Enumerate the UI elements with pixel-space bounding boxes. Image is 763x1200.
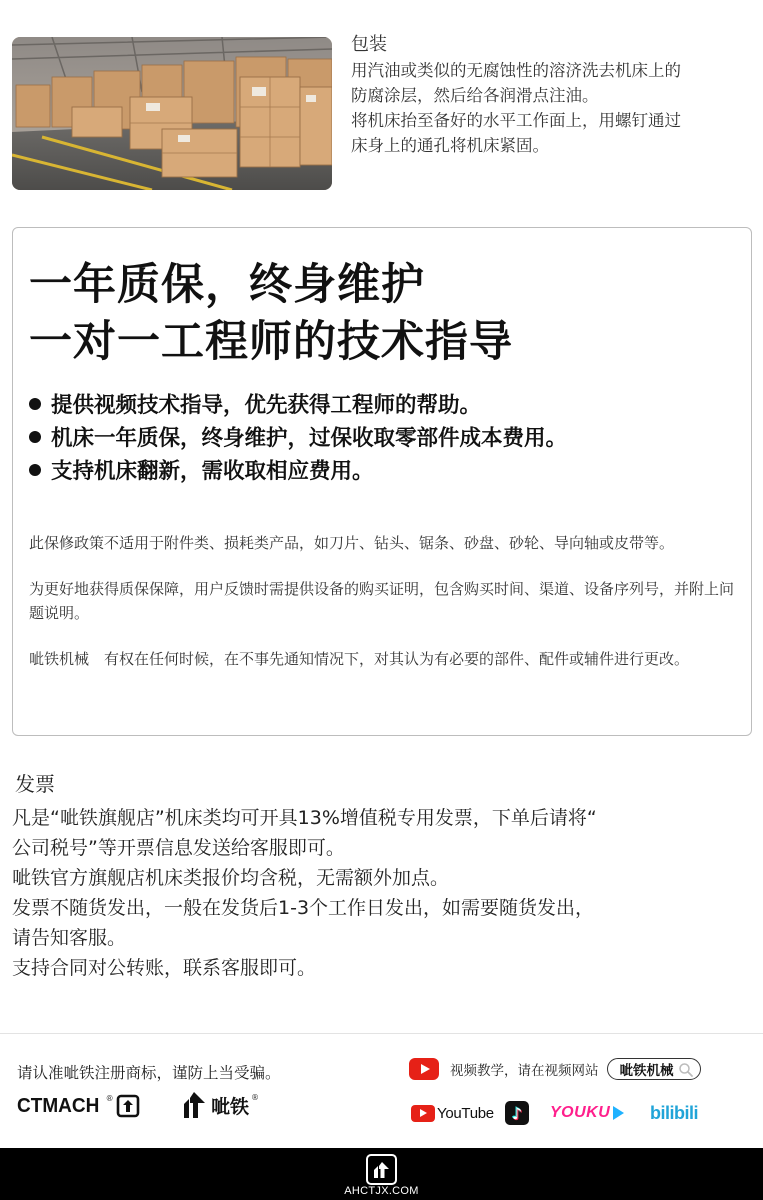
bilibili-link[interactable] <box>650 1100 698 1126</box>
footer-divider <box>0 1033 763 1034</box>
bullet-dot-icon <box>29 398 41 410</box>
invoice-line: 公司税号”等开票信息发送给客服即可。 <box>12 837 345 859</box>
youtube-play-icon <box>409 1058 439 1080</box>
invoice-section <box>12 770 757 983</box>
packaging-line: 床身上的通孔将机床紧固。 <box>351 136 549 155</box>
bullet-dot-icon <box>29 464 41 476</box>
bilibili-label: bilibili <box>650 1102 698 1123</box>
invoice-line: 支持合同对公转账，联系客服即可。 <box>12 957 317 979</box>
packaging-line: 防腐涂层，然后给各润滑点注油。 <box>351 86 599 105</box>
packaging-line: 用汽油或类似的无腐蚀性的溶济洗去机床上的 <box>351 61 681 80</box>
bullet-dot-icon <box>29 431 41 443</box>
trademark-warning: 请认准呲铁注册商标，谨防上当受骗。 <box>17 1064 281 1082</box>
warranty-subheading: 一对一工程师的技术指导 <box>29 317 513 367</box>
warranty-note: 呲铁机械 有权在任何时候，在不事先通知情况下，对其认为有必要的部件、配件或辅件进行更改。 <box>29 650 690 668</box>
registered-mark: ® <box>251 1092 260 1102</box>
packaging-text <box>351 34 756 158</box>
registered-mark: ® <box>105 1093 114 1103</box>
invoice-line: 请告知客服。 <box>12 927 127 949</box>
video-tutorial-note <box>409 1058 701 1080</box>
ct-logo-icon <box>366 1154 397 1185</box>
youku-play-icon <box>613 1106 624 1120</box>
warehouse-crates-photo <box>12 37 332 190</box>
warranty-card <box>12 227 752 736</box>
packaging-title: 包装 <box>351 34 387 55</box>
youtube-label: YouTube <box>437 1104 494 1122</box>
brand-name-cn: 呲铁 <box>211 1095 250 1118</box>
invoice-line: 呲铁官方旗舰店机床类报价均含税，无需额外加点。 <box>12 867 450 889</box>
bullet-text: 提供视频技术指导，优先获得工程师的帮助。 <box>51 393 482 418</box>
search-keyword-box[interactable] <box>607 1058 701 1080</box>
youtube-link[interactable] <box>411 1100 494 1126</box>
site-url[interactable]: AHCTJX.COM <box>344 1185 419 1197</box>
search-icon <box>678 1062 694 1078</box>
warranty-bullet-list <box>29 391 567 490</box>
video-platforms <box>411 1100 711 1128</box>
youku-link[interactable] <box>550 1100 624 1126</box>
ctmach-logo <box>17 1094 140 1118</box>
packaging-section <box>0 0 763 210</box>
tiktok-link[interactable] <box>505 1100 529 1126</box>
warranty-note: 此保修政策不适用于附件类、损耗类产品，如刀片、钻头、锯条、砂盘、砂轮、导向轴或皮带等。 <box>29 534 675 552</box>
warranty-bullet <box>29 391 567 421</box>
youtube-icon <box>411 1105 435 1122</box>
ct-logo-icon <box>116 1094 140 1118</box>
warranty-heading: 一年质保，终身维护 <box>29 260 425 310</box>
bullet-text: 支持机床翻新，需收取相应费用。 <box>51 459 374 484</box>
invoice-title: 发票 <box>15 772 55 796</box>
bottom-bar <box>0 1148 763 1200</box>
youku-label: YOUKU <box>550 1104 611 1121</box>
cn-brand-logo <box>181 1090 259 1120</box>
invoice-line: 发票不随货发出，一般在发货后1-3个工作日发出，如需要随货发出， <box>12 897 595 919</box>
ct-arrow-logo-icon <box>181 1090 207 1120</box>
warranty-notes <box>29 531 745 693</box>
tiktok-icon: ♪ <box>505 1101 529 1125</box>
video-tutorial-text: 视频教学，请在视频网站 <box>450 1063 599 1079</box>
bullet-text: 机床一年质保，终身维护，过保收取零部件成本费用。 <box>51 426 568 451</box>
invoice-line: 凡是“呲铁旗舰店”机床类均可开具13%增值税专用发票，下单后请将“ <box>12 807 597 829</box>
brand-name-en: CTMACH <box>17 1094 100 1117</box>
search-keyword: 呲铁机械 <box>619 1063 674 1079</box>
warranty-note: 为更好地获得质保保障，用户反馈时需提供设备的购买证明，包含购买时间、渠道、设备序列号，并附上问题说明。 <box>29 580 735 622</box>
packaging-line: 将机床抬至备好的水平工作面上，用螺钉通过 <box>351 111 681 130</box>
warranty-bullet <box>29 457 567 487</box>
warranty-bullet <box>29 424 567 454</box>
